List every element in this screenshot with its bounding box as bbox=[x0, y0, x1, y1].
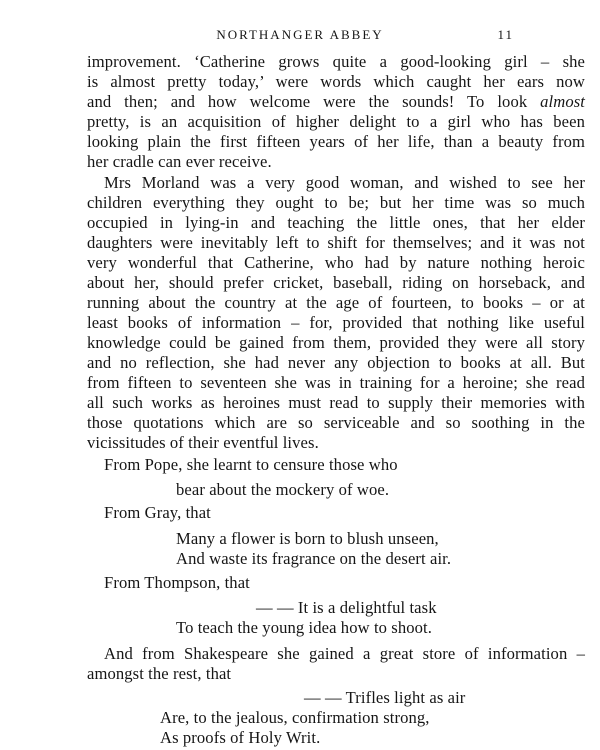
paragraph-2-line-9: knowledge could be gained from them, provided they were all story bbox=[87, 333, 585, 352]
gray-verse-line-1: Many a flower is born to blush unseen, bbox=[176, 529, 439, 548]
gray-verse-line-2: And waste its fragrance on the desert air. bbox=[176, 549, 452, 568]
paragraph-2-line-11: from fifteen to seventeen she was in training for a heroine; she read bbox=[87, 373, 585, 392]
thompson-intro: From Thompson, that bbox=[104, 573, 250, 592]
shakespeare-intro-line-2: amongst the rest, that bbox=[87, 664, 232, 683]
paragraph-1-line-1: improvement. ‘Catherine grows quite a good-looking girl – she bbox=[87, 52, 585, 71]
paragraph-1-line-6: her cradle can ever receive. bbox=[87, 152, 272, 171]
paragraph-2-line-6: about her, should prefer cricket, baseball, riding on horseback, and bbox=[87, 273, 585, 292]
shakespeare-verse-line-3: As proofs of Holy Writ. bbox=[160, 728, 321, 747]
shakespeare-verse-line-2: Are, to the jealous, confirmation strong, bbox=[160, 708, 430, 727]
paragraph-2-line-12: all such works as heroines must read to supply their memories with bbox=[87, 393, 585, 412]
paragraph-2-line-4: daughters were inevitably left to shift for themselves; and it was not bbox=[87, 233, 585, 252]
paragraph-2-line-2: children everything they ought to be; but her time was so much bbox=[87, 193, 585, 212]
paragraph-2-line-10: and no reflection, she had never any objection to books at all. But bbox=[87, 353, 585, 372]
running-head: NORTHANGER ABBEY bbox=[216, 27, 384, 42]
page-number: 11 bbox=[497, 27, 514, 42]
paragraph-1-line-5: looking plain the first fifteen years of her life, than a beauty from bbox=[87, 132, 585, 151]
paragraph-1-line-3-text: and then; and how welcome were the sounds! To look bbox=[87, 92, 541, 111]
paragraph-2-line-1: Mrs Morland was a very good woman, and wished to see her bbox=[104, 173, 585, 192]
thompson-verse-line-1: — — It is a delightful task bbox=[256, 598, 437, 617]
italic-word: almost bbox=[540, 92, 585, 111]
paragraph-1-line-4: pretty, is an acquisition of higher delight to a girl who has been bbox=[87, 112, 585, 131]
shakespeare-verse-line-1: — — Trifles light as air bbox=[304, 688, 466, 707]
paragraph-1-line-3 bbox=[87, 92, 585, 112]
thompson-verse-line-2: To teach the young idea how to shoot. bbox=[176, 618, 433, 637]
paragraph-2-line-5: very wonderful that Catherine, who had by nature nothing heroic bbox=[87, 253, 585, 272]
pope-intro: From Pope, she learnt to censure those who bbox=[104, 455, 398, 474]
paragraph-2-line-14: vicissitudes of their eventful lives. bbox=[87, 433, 319, 452]
page-header bbox=[0, 27, 600, 47]
paragraph-2-line-13: those quotations which are so serviceable and so soothing in the bbox=[87, 413, 585, 432]
paragraph-1-line-2: is almost pretty today,’ were words which caught her ears now bbox=[87, 72, 585, 91]
paragraph-2-line-7: running about the country at the age of fourteen, to books – or at bbox=[87, 293, 585, 312]
gray-intro: From Gray, that bbox=[104, 503, 211, 522]
pope-verse-line: bear about the mockery of woe. bbox=[176, 480, 390, 499]
paragraph-2-line-8: least books of information – for, provided that nothing like useful bbox=[87, 313, 585, 332]
shakespeare-intro-line-1: And from Shakespeare she gained a great store of information – bbox=[104, 644, 585, 663]
paragraph-2-line-3: occupied in lying-in and teaching the little ones, that her elder bbox=[87, 213, 585, 232]
